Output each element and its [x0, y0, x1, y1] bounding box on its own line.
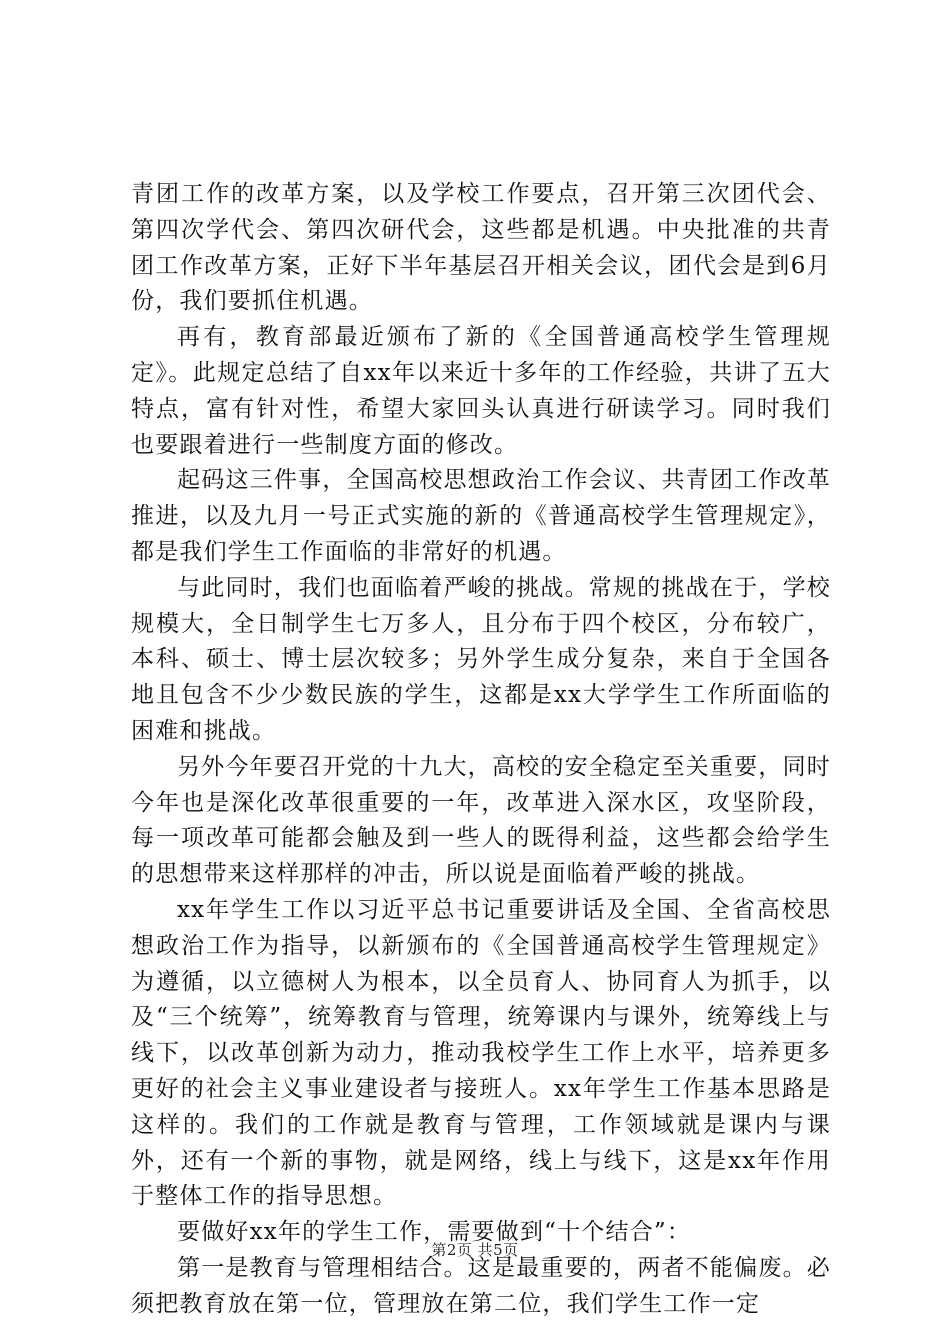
paragraph-7: 要做好xx年的学生工作，需要做到“十个结合”： [177, 1219, 692, 1246]
paragraph-4: 与此同时，我们也面临着严峻的挑战。常规的挑战在于，学校规模大，全日制学生七万多人，且分布于四个校区，分布较广，本科、硕士、博士层次较多；另外学生成分复杂，来自于全国各地且包含不少少数民族的学生，这都是xx大学学生工作所面临的困难和挑战。 [131, 574, 831, 744]
body-text [131, 177, 831, 1323]
paragraph-8: 第一是教育与管理相结合。这是最重要的，两者不能偏废。必须把教育放在第一位，管理放在第二位，我们学生工作一定 [131, 1254, 831, 1317]
paragraph-1: 青团工作的改革方案，以及学校工作要点，召开第三次团代会、第四次学代会、第四次研代会，这些都是机遇。中央批准的共青团工作改革方案，正好下半年基层召开相关会议，团代会是到6月份，我们要抓住机遇。 [131, 181, 831, 315]
page-footer: 第2页 共5页 [431, 1241, 519, 1259]
paragraph-5: 另外今年要召开党的十九大，高校的安全稳定至关重要，同时今年也是深化改革很重要的一年，改革进入深水区，攻坚阶段，每一项改革可能都会触及到一些人的既得利益，这些都会给学生的思想带来这样那样的冲击，所以说是面临着严峻的挑战。 [131, 753, 831, 888]
paragraph-6: xx年学生工作以习近平总书记重要讲话及全国、全省高校思想政治工作为指导，以新颁布的《全国普通高校学生管理规定》为遵循，以立德树人为根本，以全员育人、协同育人为抓手，以及“三个统筹”，统筹教育与管理，统筹课内与课外，统筹线上与线下，以改革创新为动力，推动我校学生工作上水平，培养更多更好的社会主义事业建设者与接班人。xx年学生工作基本思路是这样的。我们的工作就是教育与管理，工作领域就是课内与课外，还有一个新的事物，就是网络，线上与线下，这是xx年作用于整体工作的指导思想。 [131, 896, 831, 1210]
paragraph-3: 起码这三件事，全国高校思想政治工作会议、共青团工作改革推进，以及九月一号正式实施的新的《普通高校学生管理规定》，都是我们学生工作面临的非常好的机遇。 [131, 467, 831, 565]
paragraph-2: 再有，教育部最近颁布了新的《全国普通高校学生管理规定》。此规定总结了自xx年以来近十多年的工作经验，共讲了五大特点，富有针对性，希望大家回头认真进行研读学习。同时我们也要跟着进行一些制度方面的修改。 [131, 324, 831, 458]
